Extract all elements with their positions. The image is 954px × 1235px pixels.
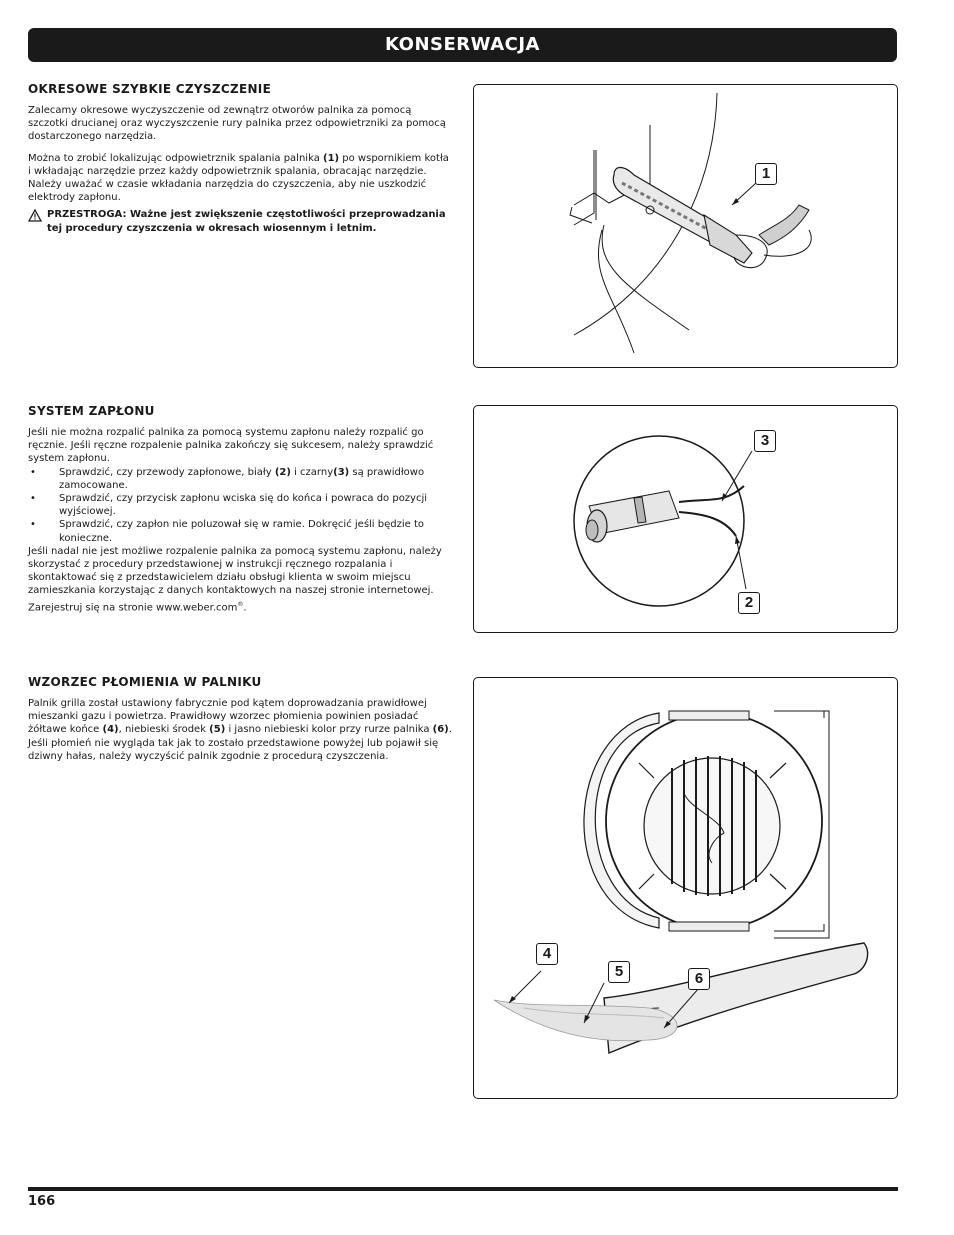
list-item [28, 466, 453, 492]
text-run: Palnik grilla został ustawiony fabrycznie pod kątem doprowadzania prawidłowej mieszanki gazu i powietrza. Prawidłowy wzorzec płomienia powinien posiadać żółtawe końce [28, 698, 427, 736]
text-run: , niebieski środek [118, 724, 210, 736]
ignition-outro [28, 545, 453, 614]
section-heading-quick-cleaning: OKRESOWE SZYBKIE CZYSZCZENIE [28, 82, 272, 96]
quick-cleaning-paragraph-2 [28, 152, 453, 205]
section-heading-ignition-system: SYSTEM ZAPŁONU [28, 404, 155, 418]
bullet: • [30, 519, 36, 531]
burner-vent-illustration [474, 85, 897, 367]
bullet: • [30, 466, 36, 478]
callout-2: 2 [738, 592, 760, 614]
registered-mark: ® [237, 600, 244, 608]
caution-text: PRZESTROGA: Ważne jest zwiększenie częstotliwości przeprowadzania tej procedury czyszczenia w okresach wiosennym i letnim. [47, 209, 446, 234]
reference-number: (3) [333, 466, 350, 478]
section-flame-pattern [28, 675, 453, 771]
list-item [28, 492, 453, 518]
section-header-bar [28, 28, 897, 62]
text-run: po wspornikiem kotła i wkładając narzędzie przez każdy odpowietrznik spalania, obracając narzędzie. Należy uważać w czasie wkładania narzędzia do czyszczenia, aby nie uszkodzić elektrody zapłonu. [28, 152, 449, 204]
burner-flame-illustration [474, 678, 897, 1098]
callout-5: 5 [608, 961, 630, 983]
callout-4: 4 [536, 943, 558, 965]
text-run: Można to zrobić lokalizując odpowietrznik spalania palnika [28, 152, 323, 164]
section-quick-cleaning [28, 82, 453, 243]
text-run: i czarny [290, 466, 334, 478]
reference-number: (2) [274, 466, 291, 478]
section-heading-flame-pattern: WZORZEC PŁOMIENIA W PALNIKU [28, 675, 262, 689]
text-run: . [243, 601, 247, 613]
callout-1: 1 [755, 163, 777, 185]
bullet: • [30, 493, 36, 505]
callout-3: 3 [754, 430, 776, 452]
text-run: Sprawdzić, czy przewody zapłonowe, biały [59, 466, 275, 478]
ignition-checklist [28, 466, 453, 545]
reference-number: (4) [102, 724, 119, 736]
list-item [28, 518, 453, 544]
text-run: Jeśli nadal nie jest możliwe rozpalenie palnika za pomocą systemu zapłonu, należy skorzystać z procedury przedstawionej w instrukcji ręcznego rozpalania i skontaktować się z przedstawicielem działu obsługi klienta w swoim miejscu zamieszkania korzystając z danych kontaktowych na naszej stronie internetowej. Zarejestruj się na stronie www.weber.com [28, 545, 442, 613]
reference-number: (5) [209, 724, 226, 736]
text-run: i jasno niebieski kolor przy rurze palnika [225, 724, 433, 736]
reference-number: (1) [323, 152, 340, 164]
flame-pattern-paragraph [28, 697, 453, 763]
footer-rule [28, 1187, 898, 1191]
page-title: KONSERWACJA [385, 34, 540, 55]
figure-burner-vent [473, 84, 898, 368]
text-run: są prawidłowo zamocowane. [59, 466, 425, 491]
figure-igniter-wires [473, 405, 898, 633]
callout-6: 6 [688, 968, 710, 990]
text-run: Sprawdzić, czy przycisk zapłonu wciska się do końca i powraca do pozycji wyjściowej. [59, 493, 428, 518]
section-ignition-system [28, 404, 453, 614]
text-run: Sprawdzić, czy zapłon nie poluzował się w ramie. Dokręcić jeśli będzie to konieczne. [59, 519, 425, 544]
reference-number: (6) [432, 724, 449, 736]
figure-flame-pattern [473, 677, 898, 1099]
warning-triangle-icon [28, 209, 42, 226]
caution-note [28, 208, 453, 234]
quick-cleaning-paragraph-1: Zalecamy okresowe wyczyszczenie od zewnątrz otworów palnika za pomocą szczotki drucianej oraz wyczyszczenie rury palnika przez odpowietrzniki za pomocą dostarczonego narzędzia. [28, 105, 446, 143]
page-number: 166 [28, 1194, 56, 1209]
ignition-intro: Jeśli nie można rozpalić palnika za pomocą systemu zapłonu należy rozpalić go ręcznie. Jeśli ręczne rozpalenie palnika zakończy się sukcesem, należy sprawdzić system zapłonu. [28, 427, 434, 465]
text-run: . Jeśli płomień nie wygląda tak jak to zostało przedstawione powyżej lub pojawił się dziwny hałas, należy wyczyścić palnik zgodnie z procedurą czyszczenia. [28, 724, 452, 762]
igniter-illustration [474, 406, 897, 632]
